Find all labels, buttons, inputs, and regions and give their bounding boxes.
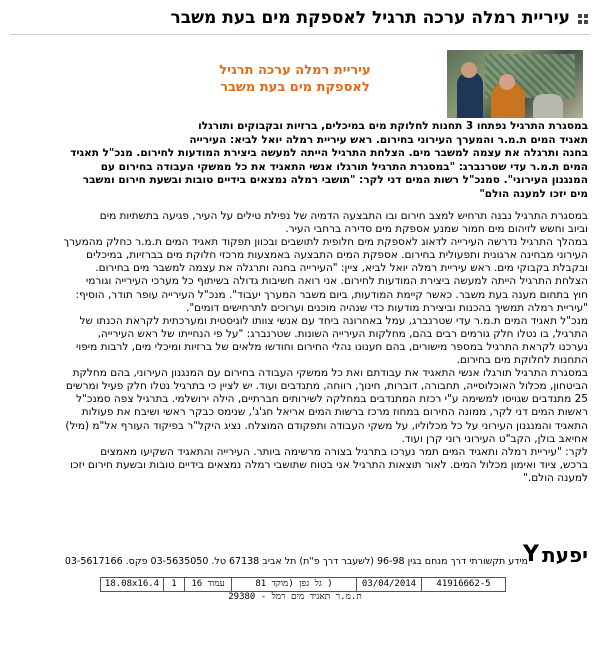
grid-icon [578, 14, 588, 24]
lead-line: תאגיד המים ת.מ.ר והמערך העירוני בחירום. ראש עיריית רמלה יואל לביא: העירייה [189, 133, 588, 146]
body-line: ראשות המים דני לקר, ממונה החירום במחוז מרכז ברשות המים אריאל חג'ג', שנימס כבקר ראשי ושיבח את פעולות [81, 406, 588, 419]
article-photo [447, 50, 583, 118]
lead-line: במסגרת התרגיל נפתחו 3 תחנות לחלוקת מים במיכלים, ברזיות ובקבוקים ותורגלו [198, 120, 588, 132]
logo-text: יפעת [541, 542, 588, 567]
body-line: התרגיל, בו נטלו חלק גורמים רבים בהם, מחלקות העירייה השונות. שטרנברג: "על פי הנחייתו של ראש העירייה, [97, 327, 588, 340]
body-line: אחיאב בולן, הקב"ט העירוני רוני קרן ועוד. [401, 432, 588, 445]
body-line: חוץ בתחום מענה בעת משבר. כאשר קיימת המודעות, ביום משבר המערך יעבוד". מנכ"ל העירייה עופר תודר, הוסיף: [75, 288, 588, 301]
meta-page-label: עמוד 16 [185, 578, 232, 591]
clipping-meta-row [100, 577, 506, 592]
body-line: ובקבלת בקבוקי מים. ראש עיריית רמלה יואל לביא, ציין: "העירייה בחנה ותרגלה את עצמה למשבר מים בחירום. [95, 262, 588, 275]
logo-mark-icon: Y [523, 542, 539, 567]
body-line: ברכש, ציוד ואימון מכלול המים. לאור תוצאות התרגיל אני בטוח שתושבי רמלה נמצאים בידיים טובות ובשעת חירום יזכו [70, 458, 588, 471]
body-line: 25 מתנדבים שגויסו למשימה ע"י רכזת המתנדבים במחלקה לשירותים חברתיים, הילה ירושלמי. בתרגיל צפה סמנכ"ל [76, 393, 588, 406]
headline: עיריית רמלה ערכה תרגיל לאספקת מים בעת משבר [170, 8, 570, 28]
subtitle-line: עיריית רמלה ערכה תרגיל [219, 63, 371, 78]
body-line: למענה הולם." [523, 471, 588, 484]
meta-subject: ת.מ.ר תאגיד מים רמל - 29380 [228, 592, 362, 602]
headline-bar [10, 8, 590, 35]
lead-line: המים ת.מ.ר עדי שטרנברג: "במסגרת התרגיל תורגלו אנשי התאגיד את כל ממשקי העבודה בחירום עם [100, 160, 588, 173]
meta-page-no: 1 [164, 578, 185, 591]
body-line: לקר: "עיריית רמלה ותאגיד המים תמר נערכו בתרגיל בצורה מרשימה ביותר. העירייה והתאגיד השקיעו מאמצים [100, 445, 588, 458]
article-lead [10, 120, 588, 201]
body-line: מנכ"ל תאגיד המים ת.מ.ר עדי שטרנברג, עמל באחרונה ביחד עם אנשי צוותו לוגיסטית ומערכתית לקראת הכנתו של [79, 314, 588, 327]
meta-doc-id: 41916662-5 [436, 579, 491, 589]
body-line: "עיריית רמלה תמשיך בהכנות וביצירת מודעות כדי שנהיה מוכנים וערוכים לתרחישים דומים". [186, 301, 588, 314]
body-line: נערכנו לקראת התרגיל במספר מישורים, בהם חענונו נהלי החירום וחודשו מלאים של ברזיות ומיכלי מים, לרבות מיפוי [75, 340, 588, 353]
body-line: הביטחון, מכלול האוכלוסייה, תחבורה, דוברות, חינוך, רווחה, מתנדבים ועוד. יש לציין כי בתרגיל נטלו חלק פעיל ומרשים [65, 380, 588, 393]
article-subtitle [170, 62, 420, 96]
lead-line: בחנה ותרגלה את עצמה למשבר מים. הצלחת התרגיל הייתה למעשה ביצירת המודעות לחירום. מנכ"ל תאגיד [70, 147, 588, 159]
subtitle-line: לאספקת מים בעת משבר [220, 80, 370, 95]
body-line: התאגיד והמנגנון העירוני על כל מכלוליו, על משקי העבודה ותפקודם המוצלח. נציג היקל"ר בפיקוד העורף אל"מ (מיל) [65, 419, 588, 432]
lead-line: המנגנון העירוני". סמנכ"ל רשות המים דני לקר: "תושבי רמלה נמצאים בידיים טובות ובשעת חירום ומשבר [82, 174, 588, 186]
source-contact: מידע תקשורתי דרך מנחם בגין 96-98 (לשעבר דרך פ"ת) תל אביב 67138 טל. 03-5635050 פקס. 03-5617166 [64, 556, 528, 567]
meta-date: 03/04/2014 [357, 578, 422, 591]
meta-publication: ( גל גפן (מוקד 81 [232, 578, 357, 591]
body-line: במסגרת התרגיל נבנה תרחיש למצב חירום ובו התבצעה הדמיה של נפילת טילים על העיר, פגיעה בתשתיות מים [99, 210, 588, 222]
body-line: התחנות לחלוקת מים בחירום. [456, 354, 588, 367]
body-line: העירוני מבחינה ארגונית ותפעולית בחירום. אספקת המים התבצעה באמצעות מרכזי חלוקת מים בברזיות, במיכלים [86, 249, 588, 262]
source-footer [10, 540, 590, 574]
body-line: הצלחת התרגיל הייתה למעשה ביצירת המודעות לחירום. אני רואה חשיבות גדולה בשיתוף כל מערכי העירייה וגורמי [85, 275, 588, 288]
yifat-logo [523, 542, 588, 567]
meta-size: 18.08x16.4 [101, 578, 164, 591]
body-line: במהלך התרגיל נדרשה העירייה לדאוג לאספקת מים חלופית לתושבים ובכוון תפקוד תאגיד המים ת.מ.ר כחלק מהמערך [63, 236, 588, 249]
lead-line: מים יזכו למענה הולם" [479, 187, 588, 200]
article-body [10, 210, 588, 485]
body-line: וביוב וחשש לזיהום מים חמור שמנע אספקת מים סדירה ברחבי העיר. [285, 223, 588, 236]
body-line: במסגרת התרגיל תורגלו אנשי התאגיד את עבודתם ואת כל ממשקי העבודה בחירום עם המנגנון העירוני, בהם מחלקת [72, 367, 588, 380]
